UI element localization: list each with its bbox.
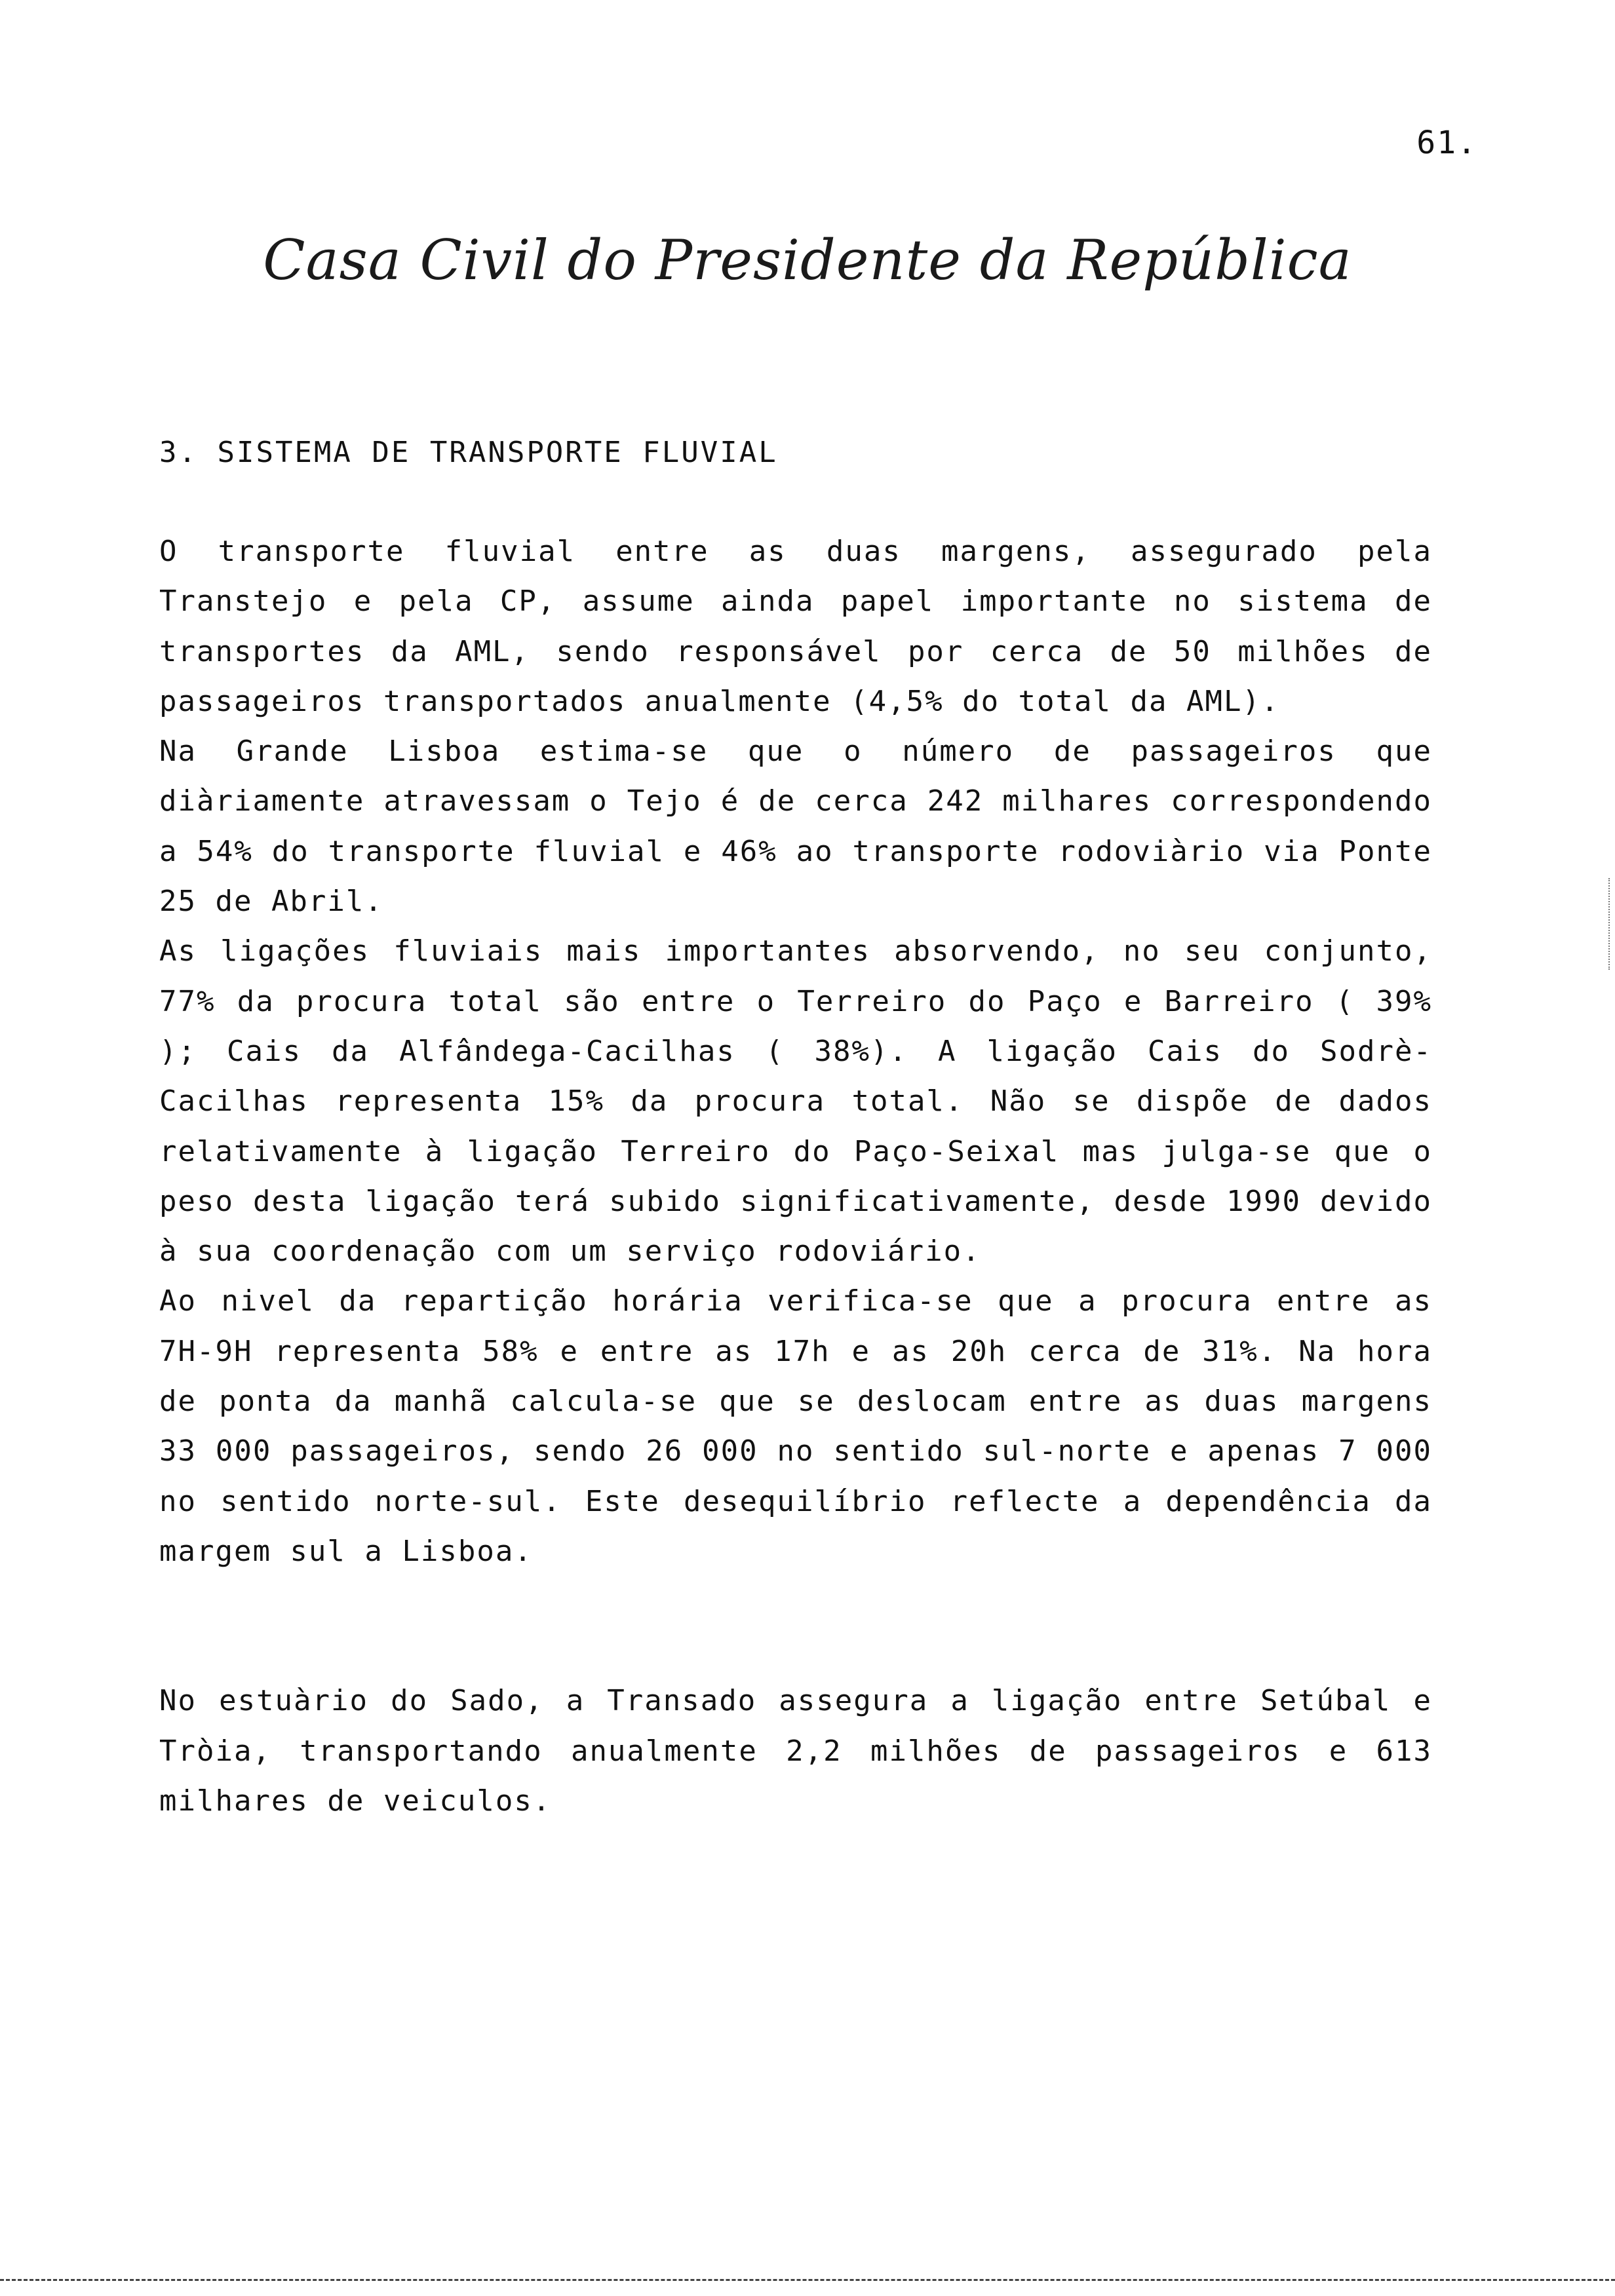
paragraph-hourly-distribution: Ao nivel da repartição horária verifica-se que a procura entre as 7H-9H representa 58% e entre as 17h e as 20h cerca de 31%. Na hora de ponta da manhã calcula-se que se deslocam entre as duas margens 33 000 passageiros, sendo 26 000 no sentido sul-norte e apenas 7 000 no sentido norte-sul. Este desequilíbrio reflecte a dependência da margem sul a Lisboa. bbox=[159, 1284, 1432, 1568]
letterhead: Casa Civil do Presidente da República bbox=[263, 228, 1352, 292]
paragraph-grande-lisboa: Na Grande Lisboa estima-se que o número de passageiros que diàriamente atravessam o Tejo é de cerca 242 milhares correspondendo a 54% do transporte fluvial e 46% ao transporte rodoviàrio via Ponte 25 de Abril. bbox=[159, 735, 1432, 919]
paragraph-river-links: As ligações fluviais mais importantes absorvendo, no seu conjunto, 77% da procura total são entre o Terreiro do Paço e Barreiro ( 39% ); Cais da Alfândega-Cacilhas ( 38%). A ligação Cais do Sodrè-Cacilhas representa 15% da procura total. Não se dispõe de dados relativamente à ligação Terreiro do Paço-Seixal mas julga-se que o peso desta ligação terá subido significativamente, desde 1990 devido à sua coordenação com um serviço rodoviário. bbox=[159, 934, 1432, 1269]
page-number: 61. bbox=[1416, 124, 1477, 161]
paragraph-sado-estuary: No estuàrio do Sado, a Transado assegura a ligação entre Setúbal e Tròia, transportando anualmente 2,2 milhões de passageiros e 613 milhares de veiculos. bbox=[159, 1684, 1432, 1818]
scan-bottom-edge bbox=[0, 2279, 1615, 2281]
body-text bbox=[159, 527, 1432, 1826]
scan-edge-marks bbox=[1605, 878, 1610, 970]
section-title: 3. SISTEMA DE TRANSPORTE FLUVIAL bbox=[159, 436, 778, 469]
paragraph-river-transport: O transporte fluvial entre as duas margens, assegurado pela Transtejo e pela CP, assume ainda papel importante no sistema de transportes da AML, sendo responsável por cerca de 50 milhões de passageiros transportados anualmente (4,5% do total da AML). bbox=[159, 535, 1432, 718]
